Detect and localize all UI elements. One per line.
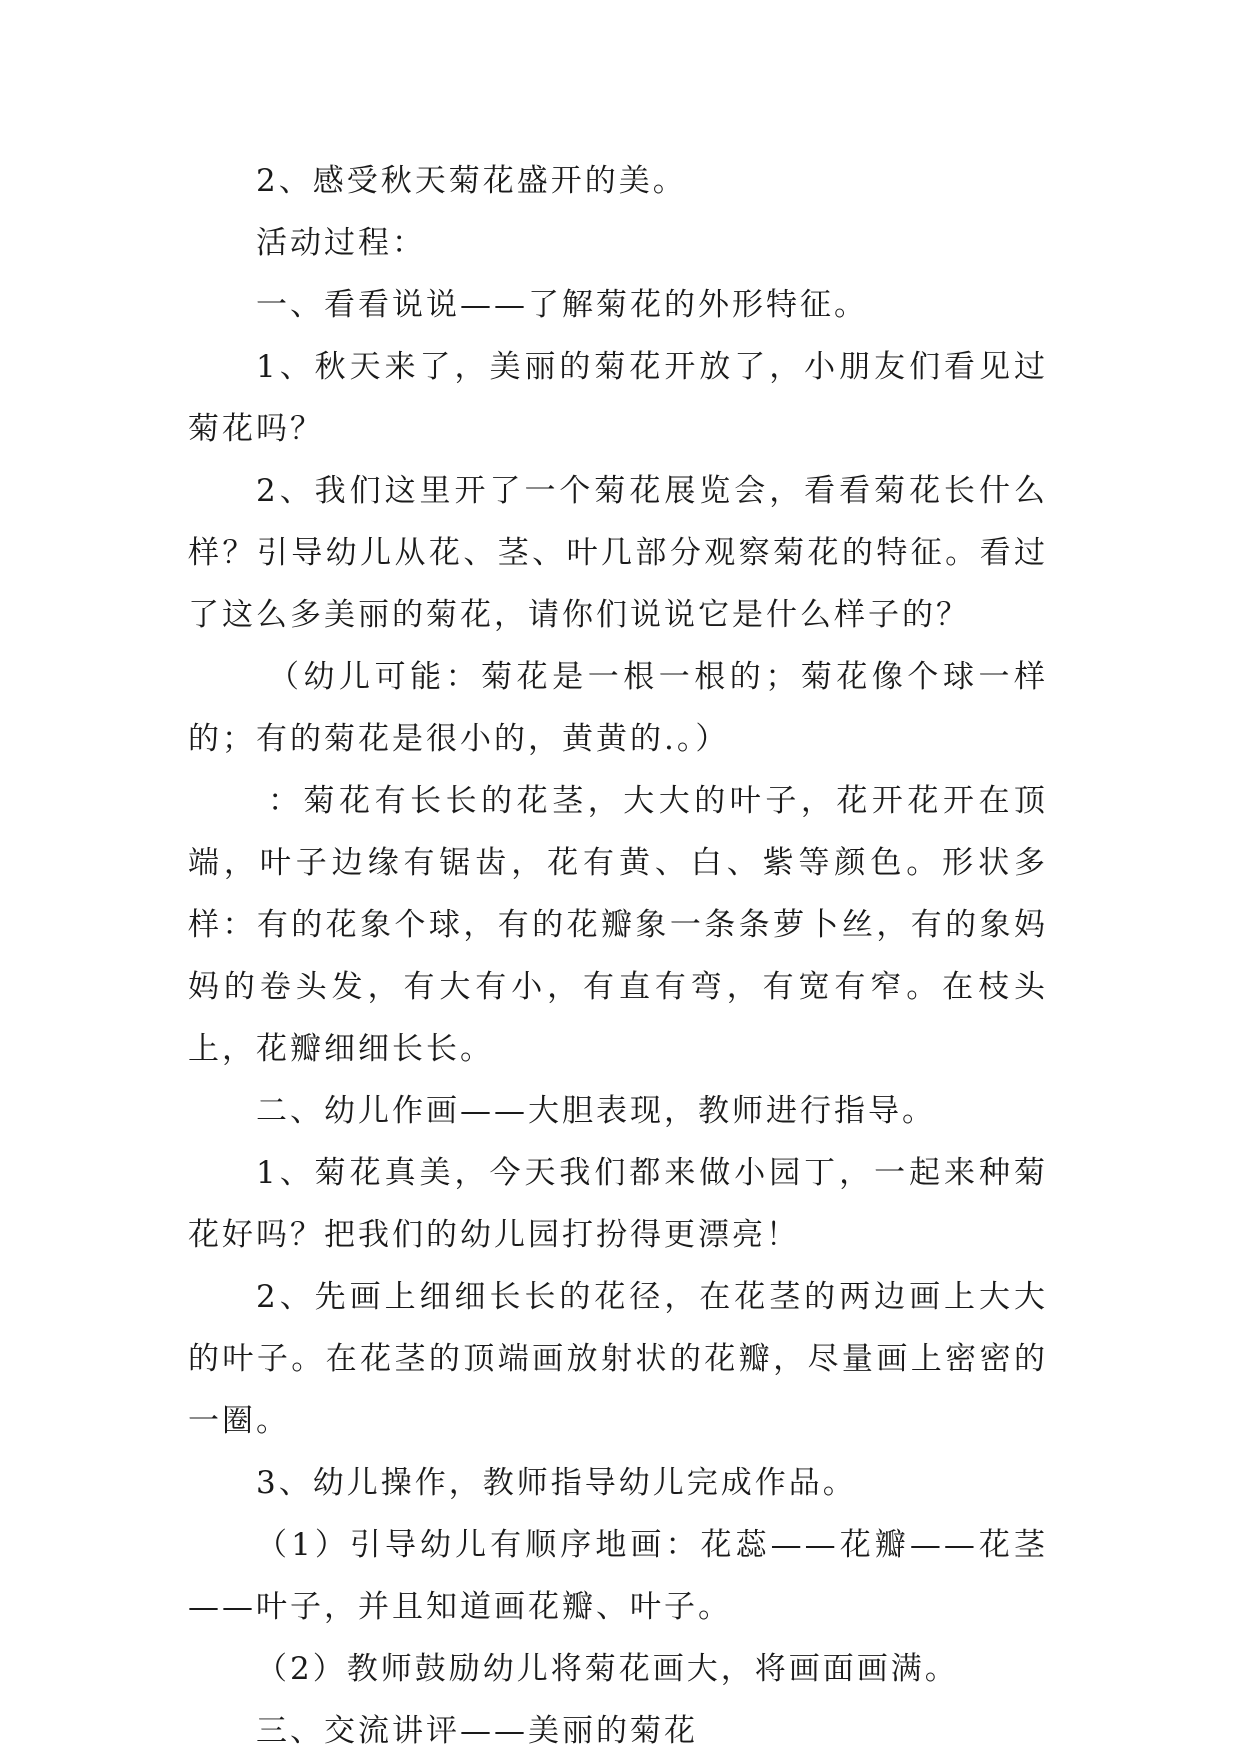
paragraph-substep-1: （1）引导幼儿有顺序地画：花蕊——花瓣——花茎——叶子，并且知道画花瓣、叶子。 — [188, 1527, 1048, 1625]
paragraph-goal-2: 2、感受秋天菊花盛开的美。 — [256, 163, 687, 199]
paragraph-substep-2: （2）教师鼓励幼儿将菊花画大，将画面画满。 — [256, 1651, 959, 1687]
paragraph-children-answers: （幼儿可能：菊花是一根一根的；菊花像个球一样的；有的菊花是很小的，黄黄的.。） — [188, 659, 1048, 757]
paragraph-step-2-2: 2、先画上细细长长的花径，在花茎的两边画上大大的叶子。在花茎的顶端画放射状的花瓣，尽量画上密密的一圈。 — [188, 1279, 1048, 1439]
paragraph-step-1-2: 2、我们这里开了一个菊花展览会，看看菊花长什么样？引导幼儿从花、茎、叶几部分观察菊花的特征。看过了这么多美丽的菊花，请你们说说它是什么样子的？ — [188, 473, 1048, 633]
paragraph-step-2-3: 3、幼儿操作，教师指导幼儿完成作品。 — [256, 1465, 857, 1501]
document-body — [188, 150, 1048, 1762]
paragraph-summary: ：菊花有长长的花茎，大大的叶子，花开花开在顶端，叶子边缘有锯齿，花有黄、白、紫等颜色。形状多样：有的花象个球，有的花瓣象一条条萝卜丝，有的象妈妈的卷头发，有大有小，有直有弯，有宽有窄。在枝头上，花瓣细细长长。 — [188, 783, 1048, 1067]
paragraph-process-heading: 活动过程： — [256, 225, 426, 261]
paragraph-section-3-heading: 三、交流讲评——美丽的菊花 — [256, 1713, 698, 1749]
paragraph-step-2-1: 1、菊花真美，今天我们都来做小园丁，一起来种菊花好吗？把我们的幼儿园打扮得更漂亮！ — [188, 1155, 1048, 1253]
paragraph-step-1-1: 1、秋天来了，美丽的菊花开放了，小朋友们看见过菊花吗？ — [188, 349, 1048, 447]
paragraph-section-2-heading: 二、幼儿作画——大胆表现，教师进行指导。 — [256, 1093, 936, 1129]
paragraph-section-1-heading: 一、看看说说——了解菊花的外形特征。 — [256, 287, 868, 323]
